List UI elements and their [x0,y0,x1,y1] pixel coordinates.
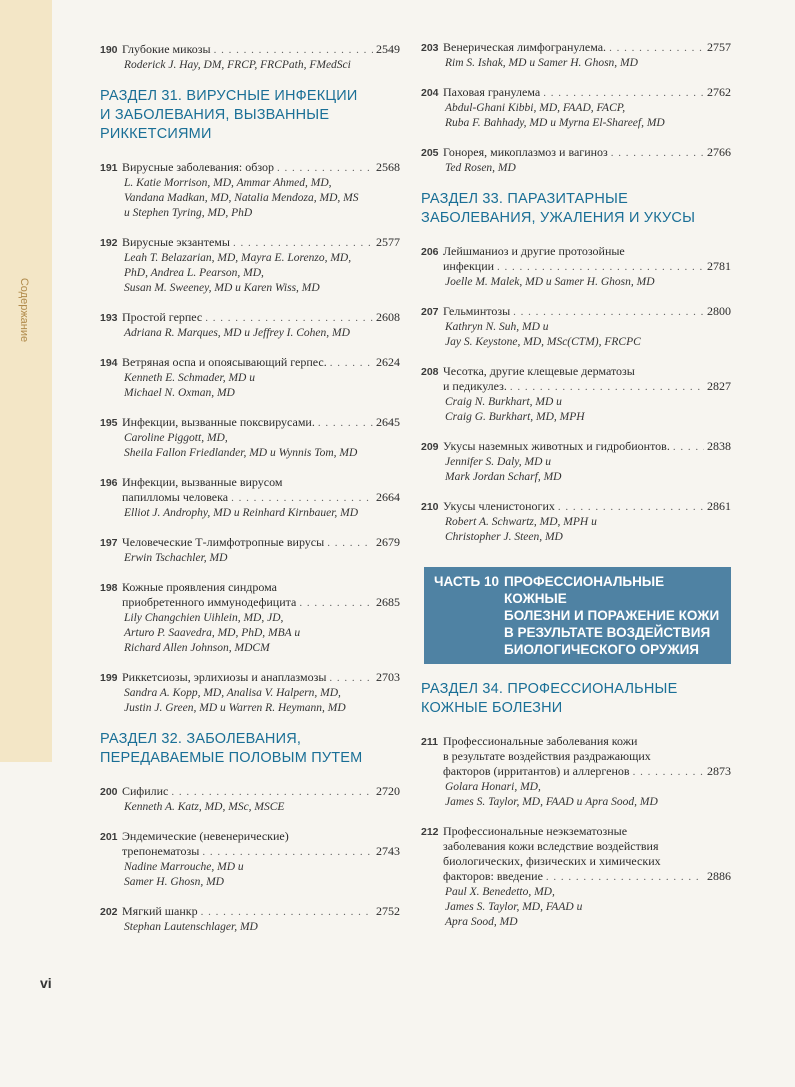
entry-title: факторов (ирритантов) и аллергенов [443,764,630,778]
entry-authors: Mark Jordan Scharf, MD [445,471,562,483]
entry-body [443,40,731,71]
dot-leader [510,380,704,395]
dot-leader [543,86,704,101]
dot-leader [546,870,704,885]
entry-title: Укусы членистоногих [443,499,555,513]
entry-number: 202 [100,906,118,918]
entry-number: 205 [421,147,439,159]
entry-title: и педикулез. [443,379,507,393]
dot-leader [633,765,704,780]
entry-title-last-line [122,670,400,686]
side-tab [0,0,52,762]
part-title-line: В РЕЗУЛЬТАТЕ ВОЗДЕЙСТВИЯ [504,625,711,640]
entry-authors: Sheila Fallon Friedlander, MD и Wynnis Tom, MD [124,447,358,459]
toc-entry [100,829,400,890]
entry-authors: James S. Taylor, MD, FAAD и Apra Sood, MD [445,796,658,808]
entry-authors: L. Katie Morrison, MD, Ammar Ahmed, MD, [124,177,332,189]
entry-title-last-line [122,160,400,176]
entry-title-line: Профессиональные заболевания кожи [443,734,638,748]
entry-page-number: 2800 [707,304,731,318]
entry-body [443,499,731,545]
entry-authors: Michael N. Oxman, MD [124,387,235,399]
part-label: ЧАСТЬ 10 [434,574,500,589]
entry-body [122,355,400,401]
toc-entry [100,160,400,221]
entry-page-number: 2766 [707,145,731,159]
entry-title: Инфекции, вызванные поксвирусами. [122,415,315,429]
part-title [504,573,721,658]
toc-entry [100,580,400,656]
section-heading-line: РАЗДЕЛ 31. ВИРУСНЫЕ ИНФЕКЦИИ [100,88,358,104]
entry-title: Человеческие Т-лимфотропные вирусы [122,535,325,549]
entry-authors: James S. Taylor, MD, FAAD и [445,901,583,913]
dot-leader [609,41,704,56]
entry-title-last-line [122,844,400,860]
entry-authors: Richard Allen Johnson, MDCM [124,642,270,654]
section-heading-line: РАЗДЕЛ 34. ПРОФЕССИОНАЛЬНЫЕ [421,681,678,697]
entry-number: 190 [100,44,118,56]
part-title-line: ПРОФЕССИОНАЛЬНЫЕ КОЖНЫЕ [504,574,665,606]
entry-title-last-line [443,304,731,320]
entry-title-line: Инфекции, вызванные вирусом [122,475,283,489]
entry-body [443,85,731,131]
part-title-line: БОЛЕЗНИ И ПОРАЖЕНИЕ КОЖИ [504,608,720,623]
entry-authors: Rim S. Ishak, MD и Samer H. Ghosn, MD [445,57,638,69]
entry-authors: Justin J. Green, MD и Warren R. Heymann, MD [124,702,346,714]
section-heading [100,730,400,768]
entry-body [122,415,400,461]
side-tab-label-wrap [14,250,34,370]
entry-title: факторов: введение [443,869,543,883]
entry-title-line: Чесотка, другие клещевые дерматозы [443,364,635,378]
toc-entry [100,904,400,935]
entry-page-number: 2720 [376,784,400,798]
entry-page-number: 2685 [376,595,400,609]
entry-title-last-line [122,784,400,800]
entry-number: 199 [100,672,118,684]
entry-number: 204 [421,87,439,99]
part-banner [424,567,731,664]
entry-body [122,580,400,656]
toc-entry [421,499,731,545]
toc-entry [421,364,731,425]
toc-entry [421,40,731,71]
entry-title-last-line [122,235,400,251]
entry-page-number: 2827 [707,379,731,393]
entry-number: 206 [421,246,439,258]
entry-authors: Lily Changchien Uihlein, MD, JD, [124,612,284,624]
entry-number: 203 [421,42,439,54]
toc-entry [421,304,731,350]
entry-authors: Nadine Marrouche, MD и [124,861,244,873]
entry-number: 211 [421,736,438,748]
toc-entry [421,734,731,810]
toc-entry [421,85,731,131]
dot-leader [318,416,373,431]
entry-title-line: Лейшманиоз и другие протозойные [443,244,625,258]
entry-number: 195 [100,417,118,429]
entry-body [443,145,731,176]
entry-title: Ветряная оспа и опоясывающий герпес. [122,355,327,369]
dot-leader [205,311,373,326]
dot-leader [233,236,373,251]
entry-page-number: 2886 [707,869,731,883]
entry-number: 194 [100,357,118,369]
entry-authors: Apra Sood, MD [445,916,518,928]
entry-body [122,535,400,566]
entry-page-number: 2645 [376,415,400,429]
entry-body [122,160,400,221]
dot-leader [330,356,373,371]
entry-body [122,235,400,296]
entry-authors: Jay S. Keystone, MD, MSc(CTM), FRCPC [445,336,641,348]
entry-number: 191 [100,162,118,174]
entry-body [122,904,400,935]
section-heading-line: И ЗАБОЛЕВАНИЯ, ВЫЗВАННЫЕ [100,107,330,123]
toc-entry [100,415,400,461]
entry-authors: Susan M. Sweeney, MD и Karen Wiss, MD [124,282,320,294]
entry-title: приобретенного иммунодефицита [122,595,297,609]
dot-leader [558,500,704,515]
entry-title-line: биологических, физических и химических [443,854,661,868]
entry-page-number: 2624 [376,355,400,369]
entry-title: Укусы наземных животных и гидробионтов. [443,439,670,453]
entry-title: Гонорея, микоплазмоз и вагиноз [443,145,608,159]
entry-title: Сифилис [122,784,169,798]
section-heading [421,190,731,228]
entry-title-last-line [122,415,400,431]
entry-title: Вирусные экзантемы [122,235,230,249]
entry-title: Риккетсиозы, эрлихиозы и анаплазмозы [122,670,327,684]
entry-authors: Stephan Lautenschlager, MD [124,921,258,933]
entry-page-number: 2664 [376,490,400,504]
section-heading-line: ПЕРЕДАВАЕМЫЕ ПОЛОВЫМ ПУТЕМ [100,750,363,766]
entry-authors: Golara Honari, MD, [445,781,541,793]
entry-authors: Abdul-Ghani Kibbi, MD, FAAD, FACP, [445,102,626,114]
entry-authors: и Stephen Tyring, MD, PhD [124,207,253,219]
dot-leader [214,43,373,58]
dot-leader [497,260,704,275]
entry-title-last-line [122,490,400,506]
toc-entry [100,355,400,401]
entry-title-last-line [443,439,731,455]
dot-leader [611,146,704,161]
entry-authors: Vandana Madkan, MD, Natalia Mendoza, MD, MS [124,192,359,204]
dot-leader [673,440,704,455]
section-heading [100,87,400,144]
dot-leader [202,845,373,860]
entry-authors: Roderick J. Hay, DM, FRCP, FRCPath, FMedSci [124,59,351,71]
entry-title-last-line [443,379,731,395]
part-title-line: БИОЛОГИЧЕСКОГО ОРУЖИЯ [504,642,699,657]
entry-body [122,670,400,716]
entry-title-line: Эндемические (невенерические) [122,829,289,843]
entry-authors: Kenneth E. Schmader, MD и [124,372,255,384]
entry-authors: Robert A. Schwartz, MD, MPH и [445,516,597,528]
entry-body [443,304,731,350]
entry-title: Вирусные заболевания: обзор [122,160,275,174]
dot-leader [329,671,373,686]
entry-body [122,784,400,815]
entry-body [122,829,400,890]
entry-authors: Jennifer S. Daly, MD и [445,456,552,468]
entry-number: 201 [100,831,118,843]
toc-entry [421,439,731,485]
toc-entry [100,535,400,566]
section-heading-line: ЗАБОЛЕВАНИЯ, УЖАЛЕНИЯ И УКУСЫ [421,210,696,226]
entry-title-last-line [443,145,731,161]
entry-title-line: заболевания кожи вследствие воздействия [443,839,659,853]
entry-number: 200 [100,786,118,798]
entry-title-last-line [122,904,400,920]
entry-title: трепонематозы [122,844,200,858]
entry-title: Паховая гранулема [443,85,541,99]
entry-authors: Samer H. Ghosn, MD [124,876,224,888]
toc-entry [100,235,400,296]
entry-body [122,475,400,521]
dot-leader [171,785,373,800]
entry-page-number: 2549 [376,42,400,56]
entry-title-line: в результате воздействия раздражающих [443,749,651,763]
entry-title: Мягкий шанкр [122,904,198,918]
dot-leader [201,905,373,920]
entry-page-number: 2703 [376,670,400,684]
toc-entry [100,670,400,716]
entry-number: 209 [421,441,439,453]
entry-authors: Kathryn N. Suh, MD и [445,321,549,333]
toc-entry [100,310,400,341]
entry-authors: Christopher J. Steen, MD [445,531,563,543]
entry-body [122,42,400,73]
entry-title: Глубокие микозы [122,42,211,56]
entry-title: Простой герпес [122,310,203,324]
entry-title-last-line [443,40,731,56]
dot-leader [513,305,704,320]
entry-body [443,824,731,930]
entry-number: 193 [100,312,118,324]
entry-title-last-line [122,595,400,611]
entry-title-last-line [122,310,400,326]
entry-number: 207 [421,306,439,318]
entry-number: 210 [421,501,439,513]
section-heading-line: РАЗДЕЛ 32. ЗАБОЛЕВАНИЯ, [100,731,302,747]
entry-title-last-line [443,85,731,101]
entry-authors: PhD, Andrea L. Pearson, MD, [124,267,264,279]
entry-authors: Sandra A. Kopp, MD, Analisa V. Halpern, MD, [124,687,341,699]
entry-number: 198 [100,582,118,594]
entry-number: 197 [100,537,118,549]
entry-title: Гельминтозы [443,304,511,318]
entry-title-last-line [122,535,400,551]
entry-page-number: 2838 [707,439,731,453]
entry-body [443,439,731,485]
entry-authors: Leah T. Belazarian, MD, Mayra E. Lorenzo, MD, [124,252,352,264]
entry-title: инфекции [443,259,495,273]
entry-page-number: 2608 [376,310,400,324]
entry-number: 212 [421,826,439,838]
entry-title-last-line [122,355,400,371]
section-heading [421,680,731,718]
dot-leader [277,161,373,176]
entry-title-line: Кожные проявления синдрома [122,580,277,594]
entry-authors: Caroline Piggott, MD, [124,432,228,444]
entry-page-number: 2873 [707,764,731,778]
toc-left-column [100,42,400,949]
entry-page-number: 2679 [376,535,400,549]
entry-authors: Elliot J. Androphy, MD и Reinhard Kirnbauer, MD [124,507,359,519]
section-heading-line: КОЖНЫЕ БОЛЕЗНИ [421,700,563,716]
entry-page-number: 2752 [376,904,400,918]
entry-number: 196 [100,477,118,489]
entry-authors: Ted Rosen, MD [445,162,516,174]
entry-authors: Adriana R. Marques, MD и Jeffrey I. Cohen, MD [124,327,350,339]
entry-number: 192 [100,237,118,249]
entry-page-number: 2762 [707,85,731,99]
entry-page-number: 2743 [376,844,400,858]
entry-title-line: Профессиональные неэкзематозные [443,824,628,838]
entry-title: папилломы человека [122,490,229,504]
entry-authors: Craig G. Burkhart, MD, MPH [445,411,585,423]
entry-title-last-line [122,42,400,58]
toc-entry [100,475,400,521]
dot-leader [299,596,373,611]
toc-entry [100,42,400,73]
entry-page-number: 2577 [376,235,400,249]
side-tab-label: Содержание [18,277,31,343]
dot-leader [231,491,373,506]
entry-authors: Erwin Tschachler, MD [124,552,228,564]
part-row [434,573,721,658]
entry-authors: Ruba F. Bahhady, MD и Myrna El-Shareef, MD [445,117,665,129]
toc-right-column [421,40,731,944]
dot-leader [327,536,373,551]
entry-body [443,364,731,425]
entry-authors: Arturo P. Saavedra, MD, PhD, MBA и [124,627,301,639]
entry-title-last-line [443,869,731,885]
toc-entry [421,145,731,176]
entry-title-last-line [443,764,731,780]
toc-entry [100,784,400,815]
entry-title: Венерическая лимфогранулема. [443,40,607,54]
page-number: vi [40,975,52,991]
entry-number: 208 [421,366,439,378]
toc-entry [421,824,731,930]
entry-authors: Kenneth A. Katz, MD, MSc, MSCE [124,801,285,813]
entry-body [443,244,731,290]
entry-body [122,310,400,341]
section-heading-line: РАЗДЕЛ 33. ПАРАЗИТАРНЫЕ [421,191,628,207]
entry-page-number: 2781 [707,259,731,273]
entry-title-last-line [443,499,731,515]
entry-page-number: 2757 [707,40,731,54]
entry-page-number: 2861 [707,499,731,513]
entry-authors: Craig N. Burkhart, MD и [445,396,562,408]
entry-authors: Joelle M. Malek, MD и Samer H. Ghosn, MD [445,276,655,288]
entry-title-last-line [443,259,731,275]
toc-entry [421,244,731,290]
entry-page-number: 2568 [376,160,400,174]
entry-body [443,734,731,810]
section-heading-line: РИККЕТСИЯМИ [100,126,212,142]
entry-authors: Paul X. Benedetto, MD, [445,886,555,898]
